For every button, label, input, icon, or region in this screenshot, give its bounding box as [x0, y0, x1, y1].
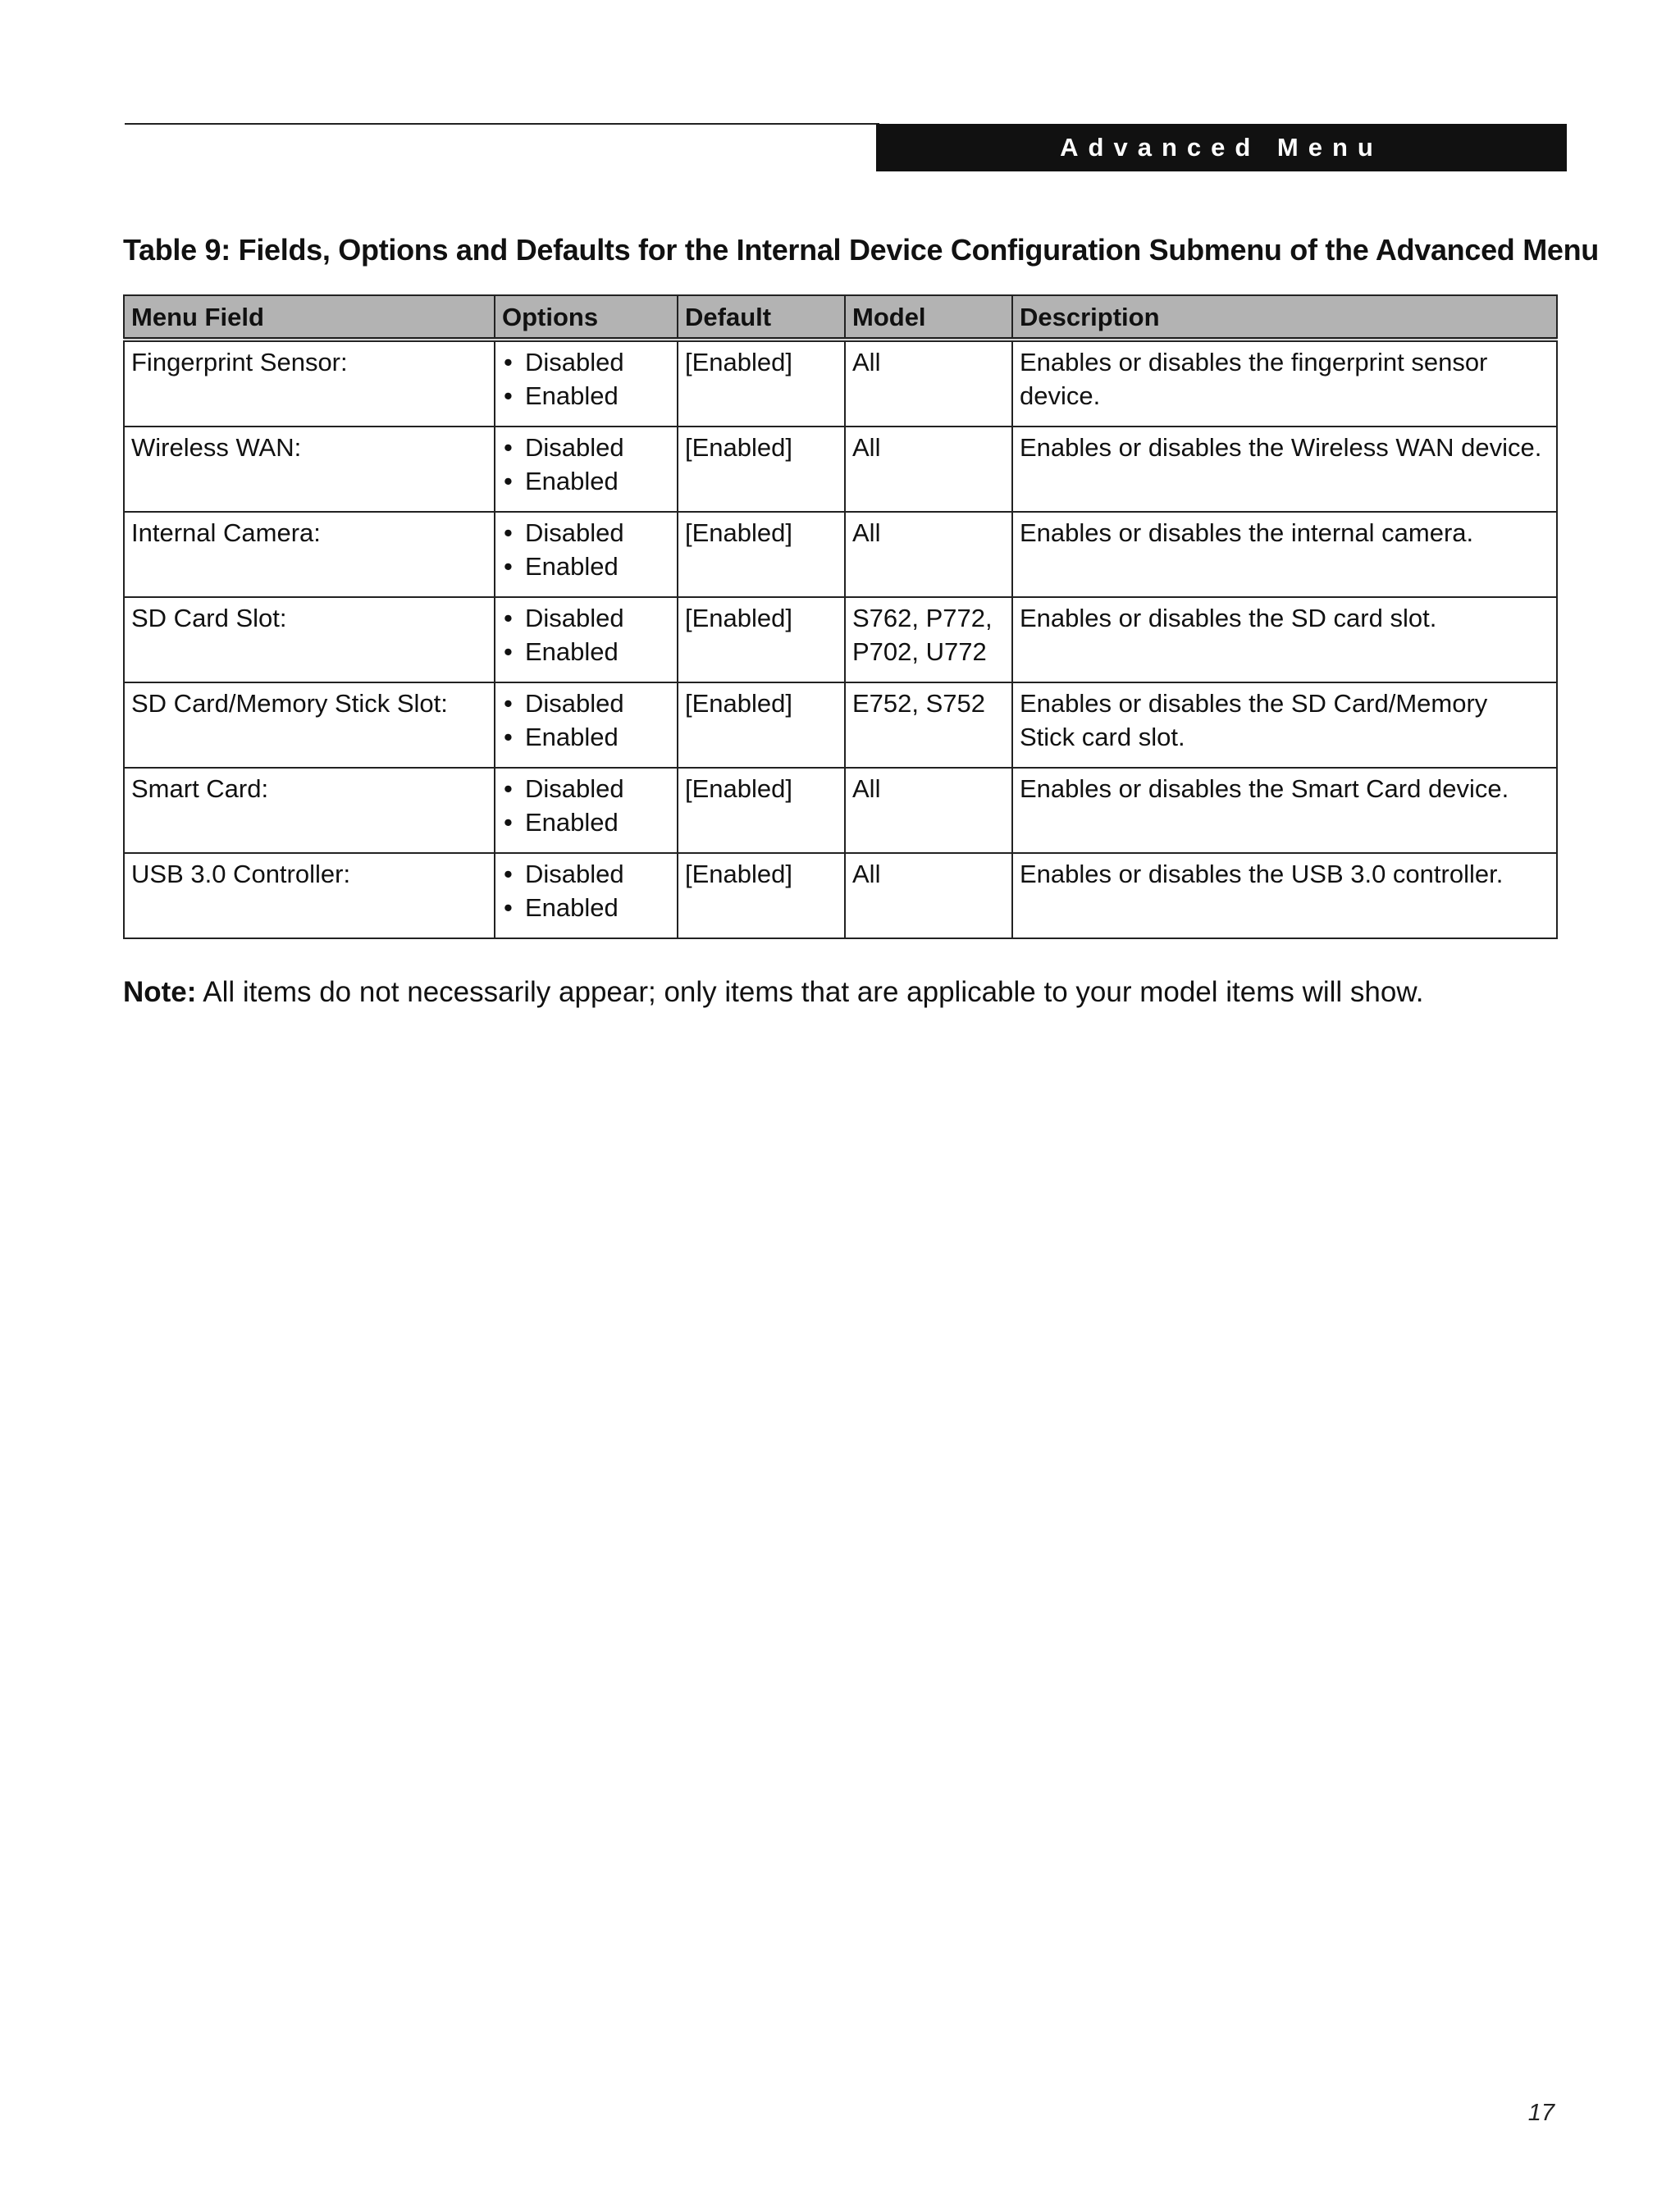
options-cell — [495, 853, 678, 938]
model-cell: All — [845, 768, 1012, 853]
option-item: • Enabled — [502, 379, 670, 413]
model-cell: S762, P772, P702, U772 — [845, 597, 1012, 682]
description-cell: Enables or disables the SD Card/Memory Stick card slot. — [1012, 682, 1557, 768]
model-cell: All — [845, 512, 1012, 597]
option-item: • Disabled — [502, 772, 670, 805]
note-label: Note: — [123, 976, 197, 1008]
option-item: • Disabled — [502, 687, 670, 720]
options-list — [502, 772, 670, 839]
menu-field-cell: SD Card/Memory Stick Slot: — [124, 682, 495, 768]
column-header-description: Description — [1012, 295, 1557, 340]
table-row — [124, 597, 1557, 682]
model-cell: All — [845, 427, 1012, 512]
description-cell: Enables or disables the SD card slot. — [1012, 597, 1557, 682]
page-number: 17 — [1527, 2100, 1554, 2126]
default-cell: [Enabled] — [678, 597, 845, 682]
option-item: • Disabled — [502, 516, 670, 550]
section-header-tab: Advanced Menu — [876, 124, 1567, 171]
description-cell: Enables or disables the Smart Card device. — [1012, 768, 1557, 853]
options-list — [502, 431, 670, 498]
model-cell: All — [845, 853, 1012, 938]
column-header-default: Default — [678, 295, 845, 340]
menu-field-cell: USB 3.0 Controller: — [124, 853, 495, 938]
default-cell: [Enabled] — [678, 682, 845, 768]
model-cell: All — [845, 340, 1012, 427]
menu-field-cell: Internal Camera: — [124, 512, 495, 597]
option-item: • Enabled — [502, 464, 670, 498]
description-cell: Enables or disables the Wireless WAN device. — [1012, 427, 1557, 512]
default-cell: [Enabled] — [678, 340, 845, 427]
default-cell: [Enabled] — [678, 512, 845, 597]
default-cell: [Enabled] — [678, 853, 845, 938]
menu-field-cell: Wireless WAN: — [124, 427, 495, 512]
option-item: • Enabled — [502, 635, 670, 668]
option-item: • Disabled — [502, 857, 670, 891]
option-item: • Disabled — [502, 345, 670, 379]
column-header-model: Model — [845, 295, 1012, 340]
options-cell — [495, 340, 678, 427]
option-item: • Enabled — [502, 550, 670, 583]
options-cell — [495, 682, 678, 768]
option-item: • Enabled — [502, 891, 670, 924]
options-cell — [495, 597, 678, 682]
options-list — [502, 857, 670, 924]
option-item: • Disabled — [502, 601, 670, 635]
default-cell: [Enabled] — [678, 768, 845, 853]
column-header-menu-field: Menu Field — [124, 295, 495, 340]
description-cell: Enables or disables the internal camera. — [1012, 512, 1557, 597]
description-cell: Enables or disables the USB 3.0 controller. — [1012, 853, 1557, 938]
menu-field-cell: Smart Card: — [124, 768, 495, 853]
options-cell — [495, 768, 678, 853]
table-row — [124, 682, 1557, 768]
options-list — [502, 687, 670, 754]
model-cell: E752, S752 — [845, 682, 1012, 768]
option-item: • Enabled — [502, 805, 670, 839]
device-config-table — [123, 294, 1558, 939]
menu-field-cell: SD Card Slot: — [124, 597, 495, 682]
option-item: • Disabled — [502, 431, 670, 464]
default-cell: [Enabled] — [678, 427, 845, 512]
table-row — [124, 427, 1557, 512]
options-cell — [495, 512, 678, 597]
options-list — [502, 601, 670, 668]
note-text: All items do not necessarily appear; only items that are applicable to your model items will show. — [196, 976, 1424, 1008]
table-header-row — [124, 295, 1557, 340]
table-row — [124, 512, 1557, 597]
options-list — [502, 516, 670, 583]
option-item: • Enabled — [502, 720, 670, 754]
description-cell: Enables or disables the fingerprint sensor device. — [1012, 340, 1557, 427]
table-row — [124, 340, 1557, 427]
options-cell — [495, 427, 678, 512]
options-list — [502, 345, 670, 413]
menu-field-cell: Fingerprint Sensor: — [124, 340, 495, 427]
header-rule — [125, 123, 879, 125]
table-row — [124, 768, 1557, 853]
column-header-options: Options — [495, 295, 678, 340]
table-title: Table 9: Fields, Options and Defaults for the Internal Device Configuration Submenu of the Advanced Menu — [123, 233, 1599, 267]
table-note — [123, 976, 1567, 1009]
table-row — [124, 853, 1557, 938]
